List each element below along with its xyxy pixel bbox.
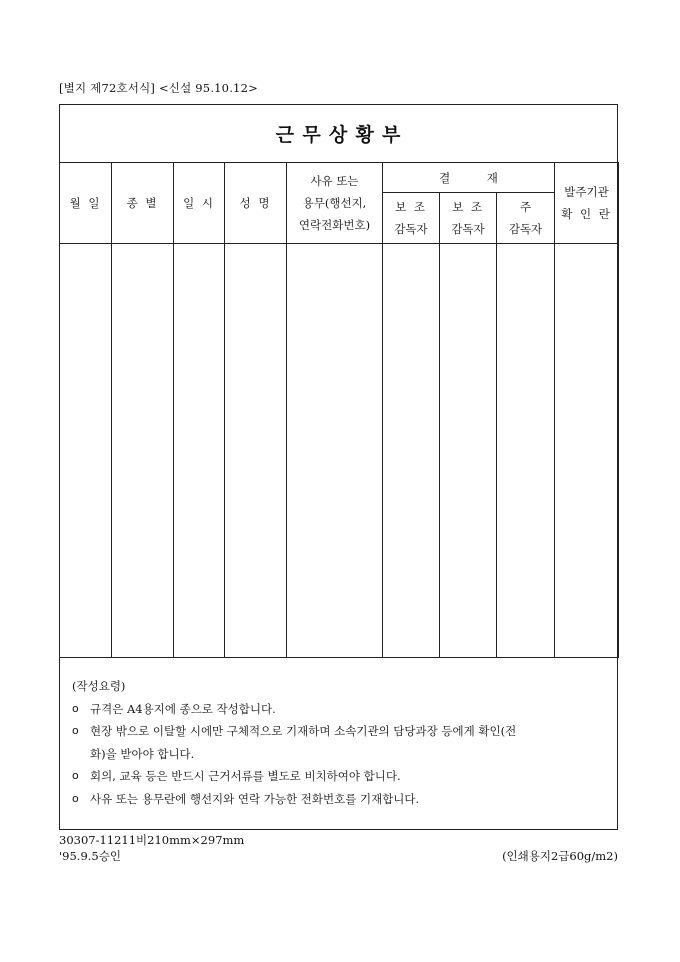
col-reason xyxy=(287,163,383,244)
form-spec-footer xyxy=(59,832,244,864)
col-category xyxy=(112,163,174,244)
col-datetime xyxy=(174,163,225,244)
col-reason-line2: 용무(행선지, xyxy=(302,196,367,210)
bullet-icon: o xyxy=(72,724,79,737)
col-assistant-supervisor-1 xyxy=(383,193,440,244)
guideline-item xyxy=(72,698,607,721)
guidelines-heading: (작성요령) xyxy=(72,679,126,693)
guideline-item xyxy=(72,788,607,811)
col-approval-label: 결 재 xyxy=(439,170,498,185)
asst1-line2: 감독자 xyxy=(394,222,428,236)
bullet-icon: o xyxy=(72,701,79,715)
entry-cell[interactable] xyxy=(497,244,555,658)
col-month-day xyxy=(60,163,112,244)
asst1-line1: 보 조 xyxy=(395,200,427,214)
guideline-text: 회의, 교육 등은 반드시 근거서류를 별도로 비치하여야 합니다. xyxy=(90,769,401,783)
writing-guidelines xyxy=(72,675,607,810)
guideline-text: 사유 또는 용무란에 행선지와 연락 가능한 전화번호를 기재합니다. xyxy=(90,791,420,806)
guideline-item xyxy=(72,765,607,788)
col-client-line1: 발주기관 xyxy=(564,185,609,199)
col-reason-line1: 사유 또는 xyxy=(310,174,359,188)
col-month-day-label: 월 일 xyxy=(69,196,102,210)
main-line2: 감독자 xyxy=(508,222,543,236)
guideline-text: 현장 밖으로 이탈할 시에만 구체적으로 기재하며 소속기관의 담당과장 등에게 확인(전 xyxy=(90,724,517,738)
guideline-item xyxy=(72,720,607,743)
entry-cell[interactable] xyxy=(287,244,383,658)
asst2-line2: 감독자 xyxy=(451,222,485,236)
main-line1: 주 xyxy=(519,200,532,214)
entry-cell[interactable] xyxy=(440,244,497,658)
form-code: 30307-11211비210mm×297mm xyxy=(59,833,245,847)
col-name xyxy=(225,163,287,244)
col-category-label: 종 별 xyxy=(126,196,159,210)
guideline-text: 규격은 A4용지에 종으로 작성합니다. xyxy=(90,701,276,716)
col-client-confirm xyxy=(555,163,619,244)
col-datetime-label: 일 시 xyxy=(183,196,215,210)
entry-cell[interactable] xyxy=(174,244,225,658)
form-title: 근 무 상 황 부 xyxy=(275,124,402,146)
entry-cell[interactable] xyxy=(225,244,287,658)
col-client-line2: 확 인 란 xyxy=(561,207,612,221)
guideline-item-continued xyxy=(72,743,607,766)
col-name-label: 성 명 xyxy=(239,196,272,210)
col-main-supervisor xyxy=(497,193,555,244)
entry-cell[interactable] xyxy=(555,244,619,658)
entry-area xyxy=(60,244,619,658)
bullet-icon: o xyxy=(72,769,79,782)
paper-spec: (인쇄용지2급60g/m2) xyxy=(502,849,618,863)
guideline-text: 화)을 받아야 합니다. xyxy=(90,746,195,761)
col-approval xyxy=(383,163,555,193)
bullet-icon: o xyxy=(72,791,79,805)
asst2-line1: 보 조 xyxy=(452,200,484,214)
entry-cell[interactable] xyxy=(60,244,112,658)
approval-date: '95.9.5승인 xyxy=(59,849,121,863)
entry-cell[interactable] xyxy=(383,244,440,658)
col-reason-line3: 연락전화번호) xyxy=(298,218,371,232)
form-number-note: [별지 제72호서식] <신설 95.10.12> xyxy=(59,81,258,95)
col-assistant-supervisor-2 xyxy=(440,193,497,244)
work-status-form xyxy=(59,104,618,830)
work-status-table xyxy=(59,162,619,658)
entry-cell[interactable] xyxy=(112,244,174,658)
